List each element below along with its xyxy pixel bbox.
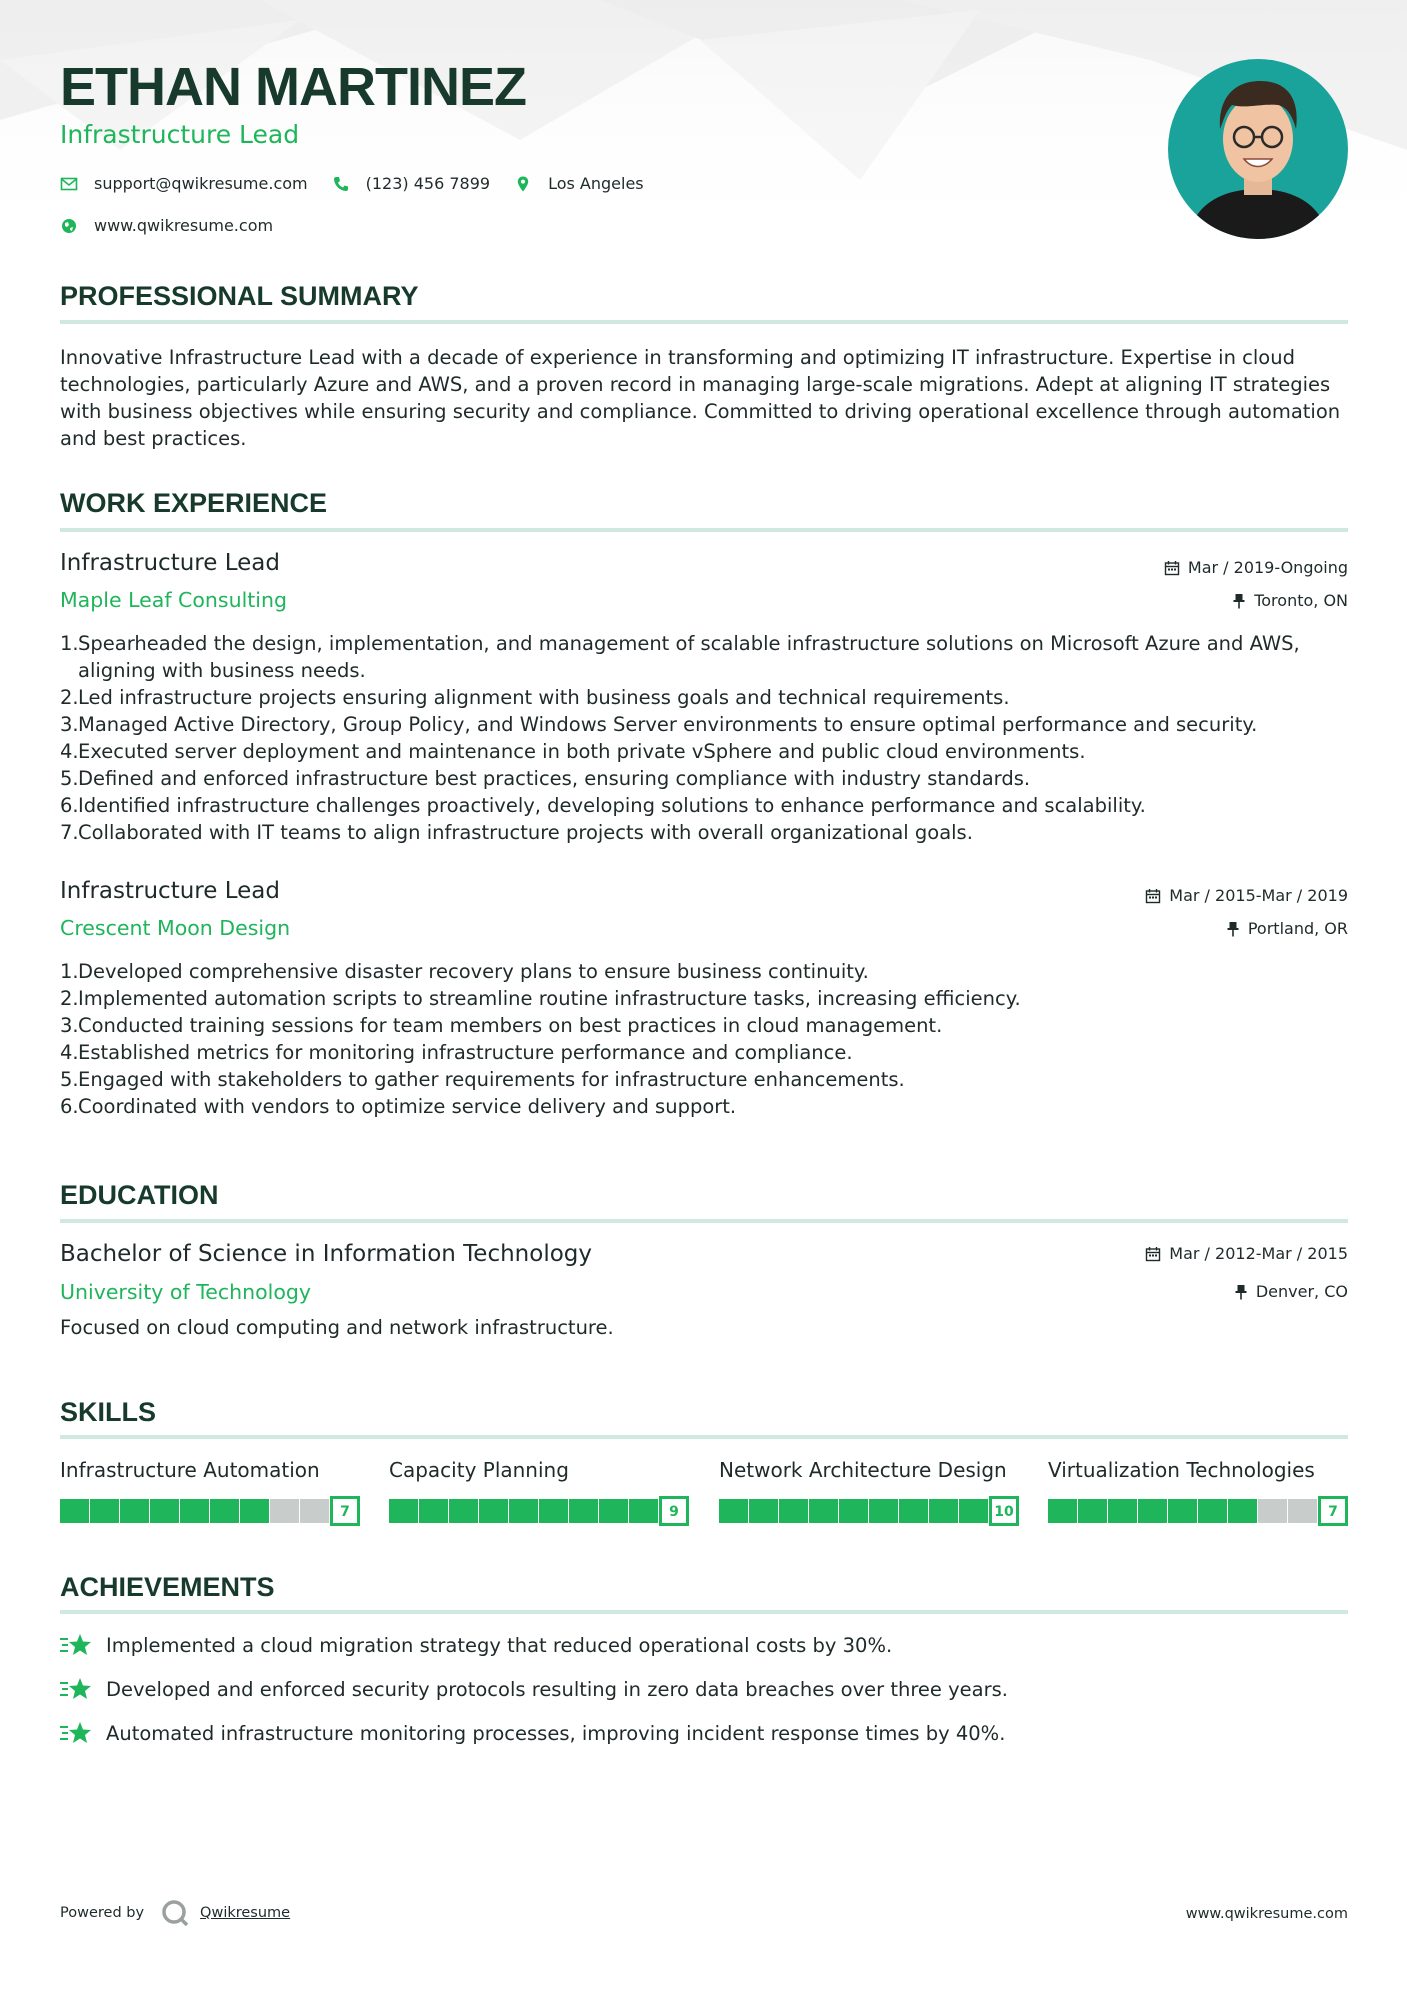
star-icon: [60, 1632, 92, 1658]
skill-segment-filled: [479, 1499, 508, 1523]
skill-segment-filled: [629, 1499, 658, 1523]
achievement-text: Implemented a cloud migration strategy that reduced operational costs by 30%.: [106, 1633, 893, 1657]
calendar-icon: [1164, 560, 1180, 576]
bullet-text: Implemented automation scripts to streamline routine infrastructure tasks, increasing efficiency.: [78, 987, 1021, 1010]
skill-segment-filled: [90, 1499, 119, 1523]
job-dates-text: Mar / 2015-Mar / 2019: [1169, 886, 1348, 905]
list-item: 6. Coordinated with vendors to optimize service delivery and support.: [60, 1093, 1348, 1120]
skill-segment-filled: [240, 1499, 269, 1523]
phone-item[interactable]: [332, 174, 490, 193]
location-item: [514, 174, 644, 193]
education-dates-text: Mar / 2012-Mar / 2015: [1169, 1244, 1348, 1263]
skill-segment-filled: [389, 1499, 418, 1523]
footer-website[interactable]: www.qwikresume.com: [1185, 1906, 1348, 1922]
job-title: Infrastructure Lead: [60, 550, 280, 576]
skill-level-bar: [1048, 1496, 1348, 1526]
profile-photo: [1168, 59, 1348, 239]
skill-label: Virtualization Technologies: [1048, 1458, 1315, 1482]
website-row: [60, 216, 297, 235]
skill-level-value: 9: [669, 1504, 679, 1520]
skill-label: Network Architecture Design: [719, 1458, 1007, 1482]
section-title-experience: WORK EXPERIENCE: [60, 488, 328, 518]
contact-row: [60, 174, 668, 193]
bullet-text: Coordinated with vendors to optimize service delivery and support.: [78, 1095, 737, 1118]
skill-segment-empty: [1288, 1499, 1317, 1523]
section-divider: [60, 1219, 1348, 1223]
bullet-text: Conducted training sessions for team members on best practices in cloud management.: [78, 1014, 943, 1037]
skill-segment-filled: [569, 1499, 598, 1523]
company-name: Maple Leaf Consulting: [60, 588, 288, 612]
skill-segment-filled: [1138, 1499, 1167, 1523]
list-item: 2. Implemented automation scripts to streamline routine infrastructure tasks, increasing efficiency.: [60, 985, 1348, 1012]
achievement-text: Developed and enforced security protocols resulting in zero data breaches over three years.: [106, 1677, 1008, 1701]
section-title-achievements: ACHIEVEMENTS: [60, 1572, 275, 1602]
skill-label: Infrastructure Automation: [60, 1458, 320, 1482]
degree-title: Bachelor of Science in Information Technology: [60, 1241, 592, 1267]
skill-segment-filled: [779, 1499, 808, 1523]
skill-segment-filled: [869, 1499, 898, 1523]
skill-segment-filled: [929, 1499, 958, 1523]
map-pin-icon: [514, 175, 532, 193]
education-dates: [1145, 1244, 1348, 1263]
candidate-name: ETHAN MARTINEZ: [60, 57, 526, 117]
list-item: 1. Developed comprehensive disaster recovery plans to ensure business continuity.: [60, 958, 1348, 985]
job-bullets: [60, 958, 1348, 1120]
skill-segment-filled: [150, 1499, 179, 1523]
skill-segment-filled: [509, 1499, 538, 1523]
section-divider: [60, 1610, 1348, 1614]
bullet-text: Engaged with stakeholders to gather requirements for infrastructure enhancements.: [78, 1068, 905, 1091]
skill-item: [1048, 1458, 1348, 1520]
section-title-education: EDUCATION: [60, 1180, 219, 1210]
skill-segment-filled: [719, 1499, 748, 1523]
website-text: www.qwikresume.com: [94, 216, 274, 235]
section-divider: [60, 528, 1348, 532]
location-text: Los Angeles: [548, 174, 644, 193]
job-location: [1226, 919, 1348, 938]
skill-segment-filled: [809, 1499, 838, 1523]
skill-segment-empty: [300, 1499, 329, 1523]
pushpin-icon: [1226, 921, 1240, 937]
skill-segment-filled: [60, 1499, 89, 1523]
section-divider: [60, 320, 1348, 324]
calendar-icon: [1145, 888, 1161, 904]
skill-segment-filled: [419, 1499, 448, 1523]
skill-segment-filled: [1228, 1499, 1257, 1523]
achievement-item: [60, 1632, 892, 1658]
bullet-text: Established metrics for monitoring infrastructure performance and compliance.: [78, 1041, 853, 1064]
email-text: support@qwikresume.com: [94, 174, 308, 193]
qwikresume-logo-icon: [160, 1898, 190, 1928]
skill-segment-filled: [210, 1499, 239, 1523]
envelope-icon: [60, 175, 78, 193]
skill-level-bar: [389, 1496, 689, 1526]
job-dates-text: Mar / 2019-Ongoing: [1187, 558, 1348, 577]
skill-segment-filled: [1168, 1499, 1197, 1523]
website-item[interactable]: [60, 216, 273, 235]
email-item[interactable]: [60, 174, 308, 193]
bullet-text: Defined and enforced infrastructure best practices, ensuring compliance with industry standards.: [78, 767, 1031, 790]
skill-segment-filled: [1078, 1499, 1107, 1523]
pushpin-icon: [1232, 593, 1246, 609]
powered-by-text: Powered by: [60, 1905, 145, 1921]
company-name: Crescent Moon Design: [60, 916, 291, 940]
list-item: 1. Spearheaded the design, implementation, and management of scalable infrastructure solutions on Microsoft Azure and AWS, aligning with business needs.: [60, 630, 1348, 684]
qwikresume-link[interactable]: Qwikresume: [200, 1905, 291, 1921]
bullet-text: Identified infrastructure challenges proactively, developing solutions to enhance performance and scalability.: [78, 794, 1146, 817]
list-item: 4. Executed server deployment and maintenance in both private vSphere and public cloud environments.: [60, 738, 1348, 765]
summary-text: Innovative Infrastructure Lead with a decade of experience in transforming and optimizing IT infrastructure. Expertise in cloud technologies, particularly Azure and AWS, and a proven record in managing large-scale migrations. Adept at aligning IT strategies with business objectives while ensuring security and compliance. Committed to driving operational excellence through automation and best practices.: [60, 346, 1341, 450]
section-title-summary: PROFESSIONAL SUMMARY: [60, 281, 419, 311]
skill-level-value: 10: [994, 1504, 1014, 1520]
skill-level-bar: [60, 1496, 360, 1526]
skill-item: [719, 1458, 1019, 1520]
skill-segment-empty: [1258, 1499, 1287, 1523]
section-title-skills: SKILLS: [60, 1397, 157, 1427]
list-item: 4. Established metrics for monitoring infrastructure performance and compliance.: [60, 1039, 1348, 1066]
job-title: Infrastructure Lead: [60, 878, 280, 904]
skill-item: [60, 1458, 360, 1520]
school-name: University of Technology: [60, 1280, 312, 1304]
list-item: 5. Defined and enforced infrastructure best practices, ensuring compliance with industry standards.: [60, 765, 1348, 792]
star-icon: [60, 1720, 92, 1746]
star-icon: [60, 1676, 92, 1702]
education-location-text: Denver, CO: [1255, 1282, 1348, 1301]
job-bullets: [60, 630, 1348, 846]
skill-segment-filled: [120, 1499, 149, 1523]
skill-label: Capacity Planning: [389, 1458, 569, 1482]
job-dates: [1164, 558, 1348, 577]
skill-segment-filled: [599, 1499, 628, 1523]
list-item: 3. Conducted training sessions for team members on best practices in cloud management.: [60, 1012, 1348, 1039]
education-location: [1234, 1282, 1348, 1301]
skill-segment-filled: [449, 1499, 478, 1523]
job-location: [1232, 591, 1348, 610]
job-dates: [1145, 886, 1348, 905]
footer-powered-by: [60, 1898, 290, 1928]
candidate-role: Infrastructure Lead: [60, 120, 300, 149]
bullet-text: Developed comprehensive disaster recovery plans to ensure business continuity.: [78, 960, 869, 983]
section-divider: [60, 1435, 1348, 1439]
job-location-text: Portland, OR: [1247, 919, 1348, 938]
skill-segment-filled: [1198, 1499, 1227, 1523]
skill-segment-empty: [270, 1499, 299, 1523]
list-item: 5. Engaged with stakeholders to gather requirements for infrastructure enhancements.: [60, 1066, 1348, 1093]
bullet-text: Executed server deployment and maintenance in both private vSphere and public cloud environments.: [78, 740, 1086, 763]
globe-icon: [60, 217, 78, 235]
bullet-text: Led infrastructure projects ensuring alignment with business goals and technical requirements.: [78, 686, 1010, 709]
skill-item: [389, 1458, 689, 1520]
skill-segment-filled: [959, 1499, 988, 1523]
phone-icon: [332, 175, 350, 193]
skill-segment-filled: [1108, 1499, 1137, 1523]
skill-segment-filled: [1048, 1499, 1077, 1523]
bullet-text: Collaborated with IT teams to align infrastructure projects with overall organizational goals.: [78, 821, 973, 844]
education-description: Focused on cloud computing and network infrastructure.: [60, 1316, 614, 1339]
skill-segment-filled: [539, 1499, 568, 1523]
skill-segment-filled: [839, 1499, 868, 1523]
achievement-text: Automated infrastructure monitoring processes, improving incident response times by 40%.: [106, 1721, 1006, 1745]
pushpin-icon: [1234, 1284, 1248, 1300]
skill-segment-filled: [899, 1499, 928, 1523]
list-item: 2. Led infrastructure projects ensuring alignment with business goals and technical requirements.: [60, 684, 1348, 711]
list-item: 3. Managed Active Directory, Group Policy, and Windows Server environments to ensure optimal performance and security.: [60, 711, 1348, 738]
list-item: 6. Identified infrastructure challenges proactively, developing solutions to enhance performance and scalability.: [60, 792, 1348, 819]
skill-level-value: 7: [340, 1504, 350, 1520]
achievement-item: [60, 1676, 1008, 1702]
skill-segment-filled: [749, 1499, 778, 1523]
job-location-text: Toronto, ON: [1254, 591, 1348, 610]
skill-level-bar: [719, 1496, 1019, 1526]
skill-level-value: 7: [1328, 1504, 1338, 1520]
phone-text: (123) 456 7899: [365, 174, 491, 193]
bullet-text: Spearheaded the design, implementation, and management of scalable infrastructure solutions on Microsoft Azure and AWS, aligning with business needs.: [78, 632, 1300, 682]
skill-segment-filled: [180, 1499, 209, 1523]
bullet-text: Managed Active Directory, Group Policy, and Windows Server environments to ensure optimal performance and security.: [78, 713, 1258, 736]
list-item: 7. Collaborated with IT teams to align infrastructure projects with overall organizational goals.: [60, 819, 1348, 846]
achievement-item: [60, 1720, 1005, 1746]
calendar-icon: [1145, 1246, 1161, 1262]
